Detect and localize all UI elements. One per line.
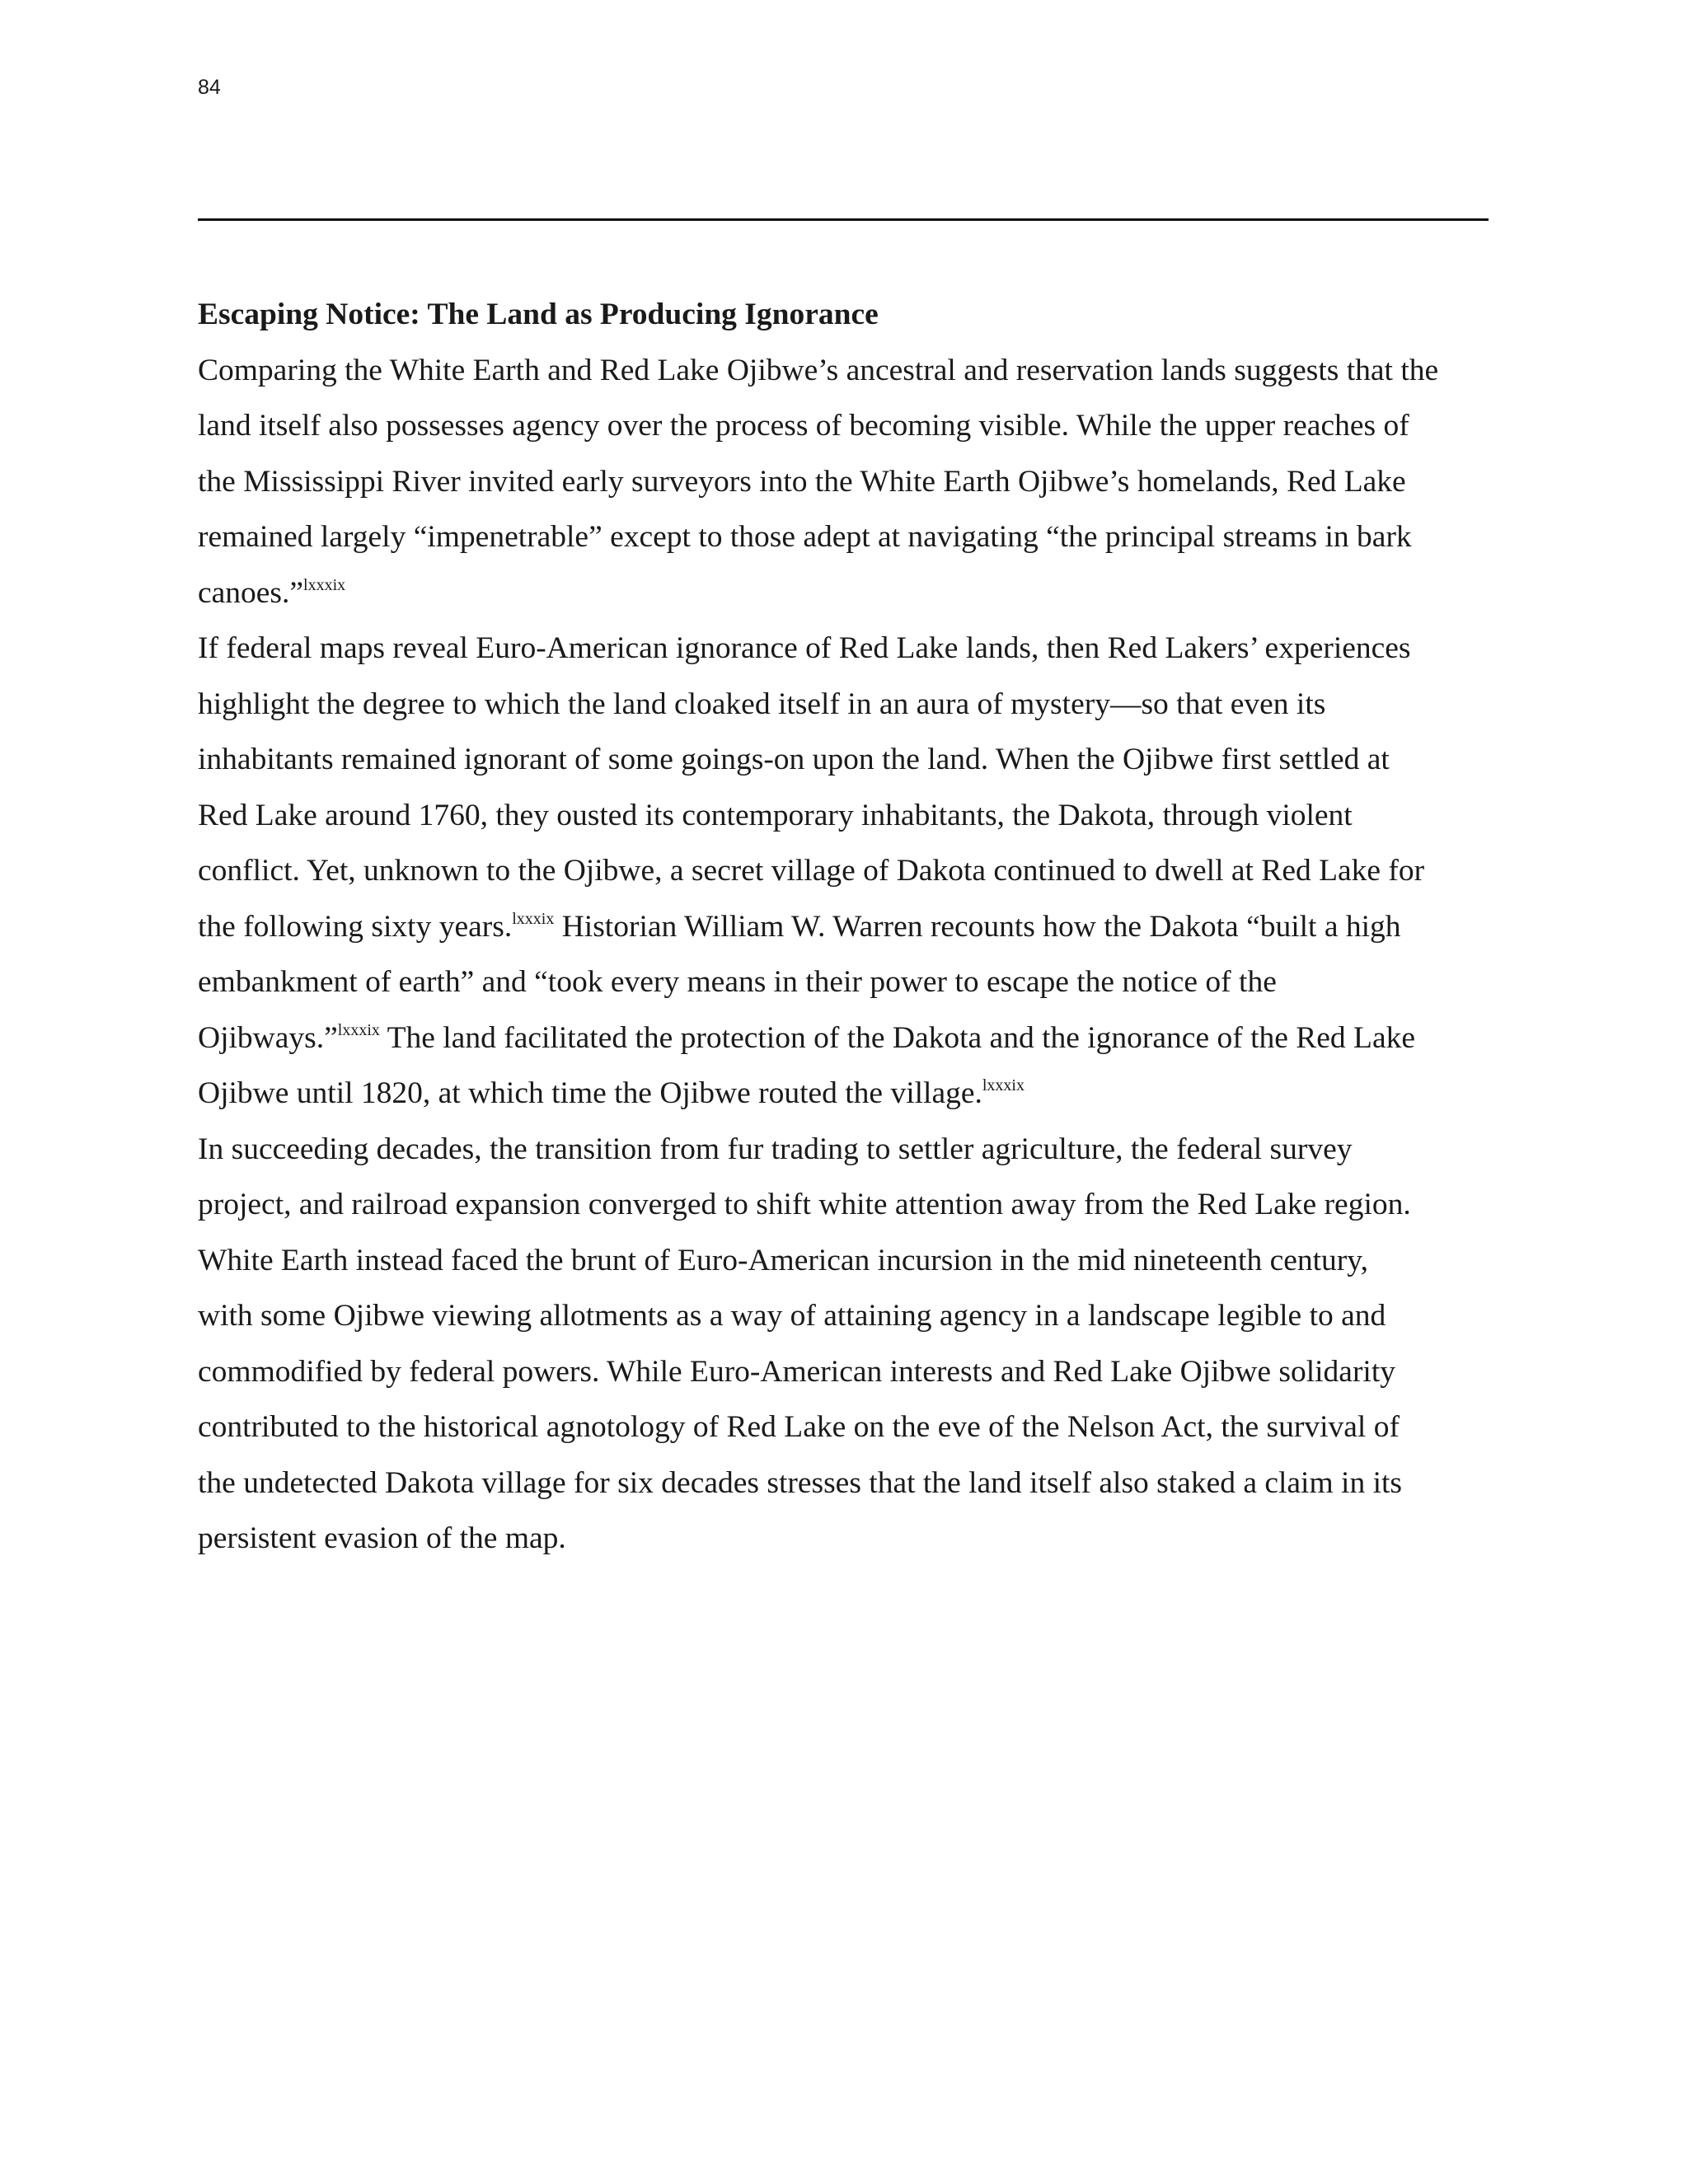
text-line: Red Lake around 1760, they ousted its contemporary inhabitants, the Dakota, through violent <box>198 798 1353 832</box>
text-line: embankment of earth” and “took every means in their power to escape the notice of the <box>198 965 1277 999</box>
footnote-marker: lxxxix <box>303 575 346 594</box>
footnote-marker: lxxxix <box>337 1020 380 1039</box>
document-body <box>198 287 1500 1567</box>
text-line: contributed to the historical agnotology of Red Lake on the eve of the Nelson Act, the survival of <box>198 1410 1400 1444</box>
text-line: land itself also possesses agency over the process of becoming visible. While the upper reaches of <box>198 409 1409 443</box>
text-line: persistent evasion of the map. <box>198 1521 566 1555</box>
body-paragraph <box>198 343 1500 621</box>
text-line: commodified by federal powers. While Euro-American interests and Red Lake Ojibwe solidarity <box>198 1354 1396 1389</box>
text-line: project, and railroad expansion converged to shift white attention away from the Red Lake region. <box>198 1188 1411 1221</box>
text-line: White Earth instead faced the brunt of Euro-American incursion in the mid nineteenth century, <box>198 1243 1368 1277</box>
text-line: Ojibways.”$^{lxxxix}$ The land facilitated the protection of the Dakota and the ignorance of the Red Lake <box>198 1020 1415 1055</box>
text-line: highlight the degree to which the land cloaked itself in an aura of mystery—so that even its <box>198 687 1326 721</box>
section-heading: Escaping Notice: The Land as Producing Ignorance <box>198 298 879 331</box>
text-line: canoes.”$^{lxxxix}$ <box>198 575 346 610</box>
text-line: Ojibwe until 1820, at which time the Ojibwe routed the village.$^{lxxxix}$ <box>198 1076 1025 1110</box>
text-line: Comparing the White Earth and Red Lake Ojibwe’s ancestral and reservation lands suggests that the <box>198 353 1439 387</box>
text-line: with some Ojibwe viewing allotments as a way of attaining agency in a landscape legible to and <box>198 1299 1386 1333</box>
text-line: the undetected Dakota village for six decades stresses that the land itself also staked a claim in its <box>198 1465 1402 1500</box>
text-line: inhabitants remained ignorant of some goings-on upon the land. When the Ojibwe first settled at <box>198 743 1390 776</box>
footnote-marker: lxxxix <box>512 909 555 928</box>
text-line: the following sixty years.$^{lxxxix}$ Historian William W. Warren recounts how the Dakota “built a high <box>198 909 1401 944</box>
body-paragraph <box>198 1122 1500 1567</box>
footnote-marker: lxxxix <box>982 1076 1025 1094</box>
header-rule <box>198 218 1489 221</box>
body-paragraph <box>198 621 1500 1122</box>
text-line: conflict. Yet, unknown to the Ojibwe, a secret village of Dakota continued to dwell at Red Lake for <box>198 854 1425 888</box>
text-line: the Mississippi River invited early surveyors into the White Earth Ojibwe’s homelands, Red Lake <box>198 464 1406 499</box>
text-line: In succeeding decades, the transition from fur trading to settler agriculture, the federal survey <box>198 1132 1353 1166</box>
text-line: remained largely “impenetrable” except to those adept at navigating “the principal streams in bark <box>198 520 1412 554</box>
paragraphs-container <box>198 343 1500 1567</box>
page-number: 84 <box>198 76 221 99</box>
text-line: If federal maps reveal Euro-American ignorance of Red Lake lands, then Red Lakers’ experiences <box>198 631 1411 665</box>
